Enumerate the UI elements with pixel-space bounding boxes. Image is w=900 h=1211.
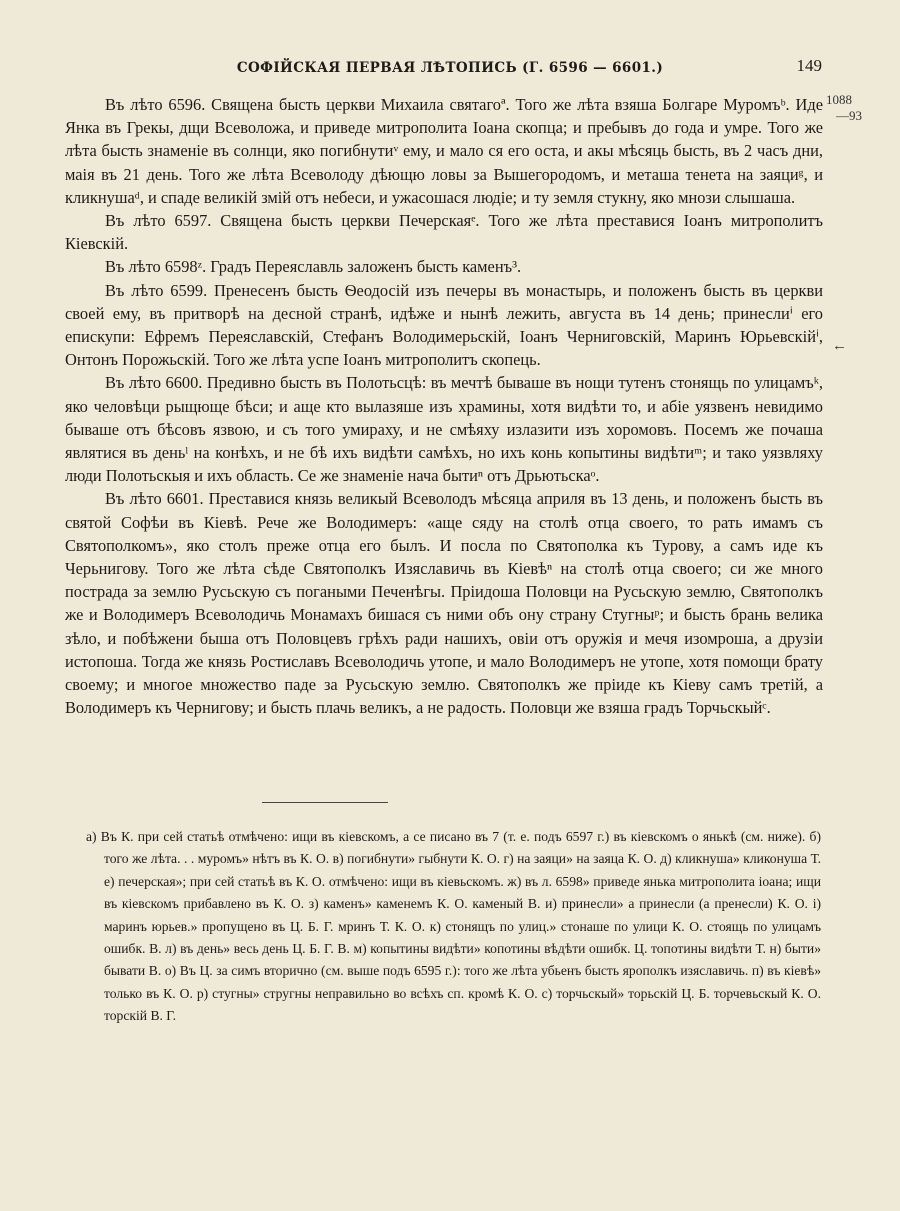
chronicle-text (65, 93, 823, 719)
running-header (70, 56, 830, 82)
entry-6599: Въ лѣто 6599. Пренесенъ бысть Ѳеодосій изъ печеры въ монастырь, и положенъ бысть въ церкви своей ему, въ притворѣ на десной странѣ, идѣже и нынѣ лежить, августа въ 14 день; принеслиⁱ его епискупи: Ефремъ Переяславскій, Стефанъ Володимерьскій, Іоанъ Черниговскій, Маринъ Юрьевскійⁱ, Онтонъ Порожьскій. Того же лѣта успе Іоанъ митрополитъ скопець. (65, 280, 823, 370)
footnote-block: а) Въ К. при сей статьѣ отмѣчено: ищи въ кіевскомъ, а се писано въ 7 (т. е. подъ 6597 г.) въ кіевскомъ о янькѣ (см. ниже). б) того же лѣта. . . муромъ» нѣтъ въ К. О. в) погибнути» гыбнути К. О. г) на заяци» на заяца К. О. д) кликнуша» кликонуша Т. е) печерская»; при сей статьѣ въ К. О. отмѣчено: ищи въ кіевьскомъ. ж) въ л. 6598» приведе янька митрополита іоана; ищи въ кіевскомъ прибавлено въ К. О. з) каменъ» каменемъ К. О. каменый В. и) принесли» а принесли (а пренесли) К. О. і) маринъ юрьев.» пропущено въ Ц. Б. Г. мринъ Т. К. О. к) стонящъ по улиц.» стонаше по улици К. О. стоящь по улицамъ ошибк. В. л) въ день» весь день Ц. Б. Г. В. м) копытины видѣти» копотины вѣдѣти ошибк. Ц. топотины видѣти Т. н) быти» бывати В. о) Въ Ц. за симъ вторично (см. выше подъ 6595 г.): того же лѣта убьенъ бысть ярополкъ изяславичь. п) въ кіевѣ» только въ К. О. р) стугны» стругны неправильно во всѣхъ сп. кромѣ К. О. с) торчьскый» торьскій Ц. Б. торчевьскый К. О. торскій В. Г. (86, 829, 821, 1024)
entry-6596: Въ лѣто 6596. Священа бысть церкви Михаила святагоª. Того же лѣта взяша Болгаре Муромъᵇ. Иде Янка въ Грекы, дщи Всеволожа, и приведе митрополита Іоана скопца; и пребывъ до года и умре. Того же лѣта бысть знаменіе въ солнци, яко погибнутиᵛ ему, и мало ся его оста, и акы мѣсяць бысть, въ 2 часъ дни, маія въ 21 день. Того же лѣта Всеволоду дѣющю ловы за Вышегородомъ, и меташа тенета на заяциᵍ, и кликнушаᵈ, и спаде великій змій отъ небеси, и ужасошася людіе; и ту земля стукну, яко мнози слышаша. (65, 95, 823, 207)
footnote-divider (262, 802, 388, 803)
entry-6600: Въ лѣто 6600. Предивно бысть въ Полотьсцѣ: въ мечтѣ бываше въ нощи тутенъ стонящь по улицамъᵏ, яко человѣци рыщюще бѣси; и аще кто вылазяше изъ храмины, хотя видѣти то, и абіе уязвенъ невидимо бываше отъ бѣсовъ язвою, и съ того умираху, и не смѣяху излазити изъ хоромовъ. Посемъ же почаша являтися въ деньˡ на конѣхъ, и не бѣ ихъ видѣти самѣхъ, но ихъ конь копытины видѣтиᵐ; и тако уязвляху люди Полотьскыя и ихъ область. Се же знаменіе нача бытиⁿ отъ Дрьютьскаᵒ. (65, 373, 823, 486)
margin-arrow-mark: ← (832, 338, 847, 354)
margin-year-note: —93 (836, 108, 862, 123)
entry-6597: Въ лѣто 6597. Священа бысть церкви Печерскаяᵉ. Того же лѣта преставися Іоанъ митрополитъ Кіевскій. (65, 211, 823, 254)
header-title: СОФІЙСКАЯ ПЕРВАЯ ЛѢТОПИСЬ (Г. 6596 — 6601.) (236, 60, 664, 76)
entry-6601: Въ лѣто 6601. Преставися князь великый Всеволодъ мѣсяца априля въ 13 день, и положенъ бысть въ святой Софѣи въ Кіевѣ. Рече же Володимеръ: «аще сяду на столѣ отца своего, то рать имамъ съ Святополкомъ», яко столъ преже отца его былъ. И посла по Святополка къ Турову, а самъ иде къ Черьнигову. Того же лѣта сѣде Святополкъ Изяславичь въ Кіевѣⁿ на столѣ отца своего; си же много пострада за землю Русьскую съ погаными Печенѣгы. Пріидоша Половци на Русьскую землю, Святополкъ же и Володимеръ Всеволодичь Монамахъ бишася съ ними объ ону страну Стугныᵖ; и бысть брань велика зѣло, и побѣжени быша отъ Половцевъ грѣхъ ради нашихъ, овіи отъ оружія и мечя изомроша, а друзіи истопоша. Тогда же князь Ростиславъ Всеволодичь утопе, и мало Володимеръ не утопе, хотя помощи брату своему; и многое множество паде за Русьскую землю. Святополкъ же пріиде къ Кіеву самъ третій, а Володимеръ къ Чернигову; и бысть плачь великъ, а не радость. Половци же взяша градъ Торчьскыйᶜ. (65, 489, 823, 718)
page-number: 149 (796, 56, 822, 75)
footnotes (86, 826, 821, 1028)
entry-6598: Въ лѣто 6598ᶻ. Градъ Переяславль заложенъ бысть каменъ³. (105, 257, 522, 277)
margin-year-note: 1088 (826, 92, 852, 107)
